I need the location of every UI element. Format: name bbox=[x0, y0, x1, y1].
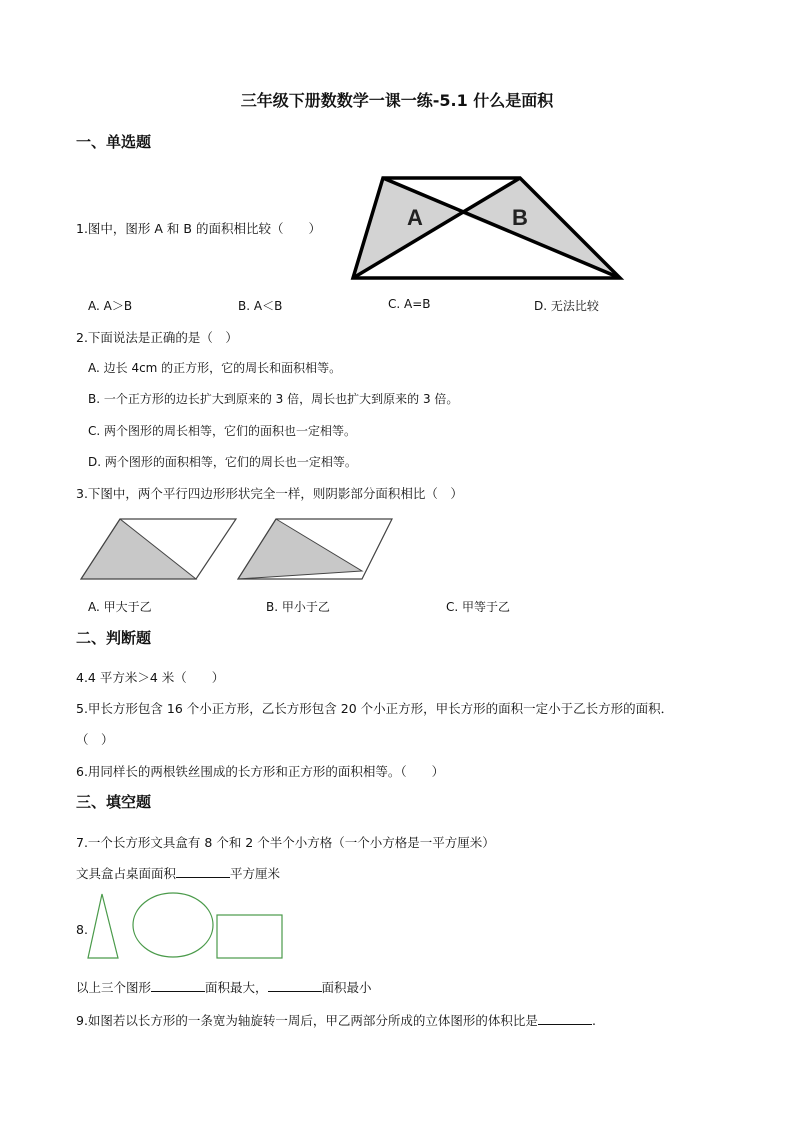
q7-suffix: 平方厘米 bbox=[230, 866, 281, 881]
section-heading-true-false: 二、判断题 bbox=[76, 629, 152, 647]
q8-part-c: 面积最小 bbox=[321, 980, 372, 995]
label-a: A bbox=[407, 205, 423, 230]
question-8-number: 8. bbox=[76, 922, 88, 937]
page-title: 三年级下册数数学一课一练-5.1 什么是面积 bbox=[240, 91, 554, 110]
triangle-shape bbox=[88, 894, 118, 958]
shape-b-region bbox=[462, 178, 620, 278]
q2-option-b[interactable]: B. 一个正方形的边长扩大到原来的 3 倍，周长也扩大到原来的 3 倍。 bbox=[88, 392, 459, 406]
question-5-answer-paren[interactable]: （ ） bbox=[76, 732, 114, 747]
question-9-text bbox=[76, 1011, 596, 1029]
question-7-line2 bbox=[76, 864, 280, 882]
question-3-text: 3.下图中，两个平行四边形形状完全一样，则阴影部分面积相比（ ） bbox=[76, 486, 463, 501]
q3-option-c[interactable]: C. 甲等于乙 bbox=[446, 600, 511, 614]
rectangle-shape bbox=[217, 915, 282, 958]
q8-blank-smallest[interactable] bbox=[268, 979, 322, 992]
section-heading-single-choice: 一、单选题 bbox=[76, 133, 152, 151]
q7-answer-blank[interactable] bbox=[176, 865, 230, 878]
question-8-text bbox=[76, 978, 372, 996]
label-b: B bbox=[512, 205, 528, 230]
question-4-text: 4.4 平方米＞4 米（ ） bbox=[76, 670, 225, 685]
q8-part-b: 面积最大， bbox=[205, 980, 268, 995]
q2-option-c[interactable]: C. 两个图形的周长相等，它们的面积也一定相等。 bbox=[88, 424, 357, 438]
q9-end: . bbox=[591, 1013, 596, 1028]
q1-trapezoid-figure bbox=[350, 175, 625, 281]
parallelogram-left-shade bbox=[81, 519, 196, 579]
q2-option-d[interactable]: D. 两个图形的面积相等，它们的周长也一定相等。 bbox=[88, 455, 357, 469]
q8-part-a: 以上三个图形 bbox=[76, 980, 152, 995]
q8-blank-largest[interactable] bbox=[151, 979, 205, 992]
q3-option-a[interactable]: A. 甲大于乙 bbox=[88, 600, 152, 614]
question-5-text: 5.甲长方形包含 16 个小正方形，乙长方形包含 20 个小正方形，甲长方形的面积一定小于乙长方形的面积． bbox=[76, 701, 674, 716]
q9-body: 9.如图若以长方形的一条宽为轴旋转一周后，甲乙两部分所成的立体图形的体积比是 bbox=[76, 1013, 538, 1028]
q2-option-a[interactable]: A. 边长 4cm 的正方形，它的周长和面积相等。 bbox=[88, 361, 342, 375]
section-heading-fill-blank: 三、填空题 bbox=[76, 793, 152, 811]
question-7-text: 7.一个长方形文具盒有 8 个和 2 个半个小方格（一个小方格是一平方厘米） bbox=[76, 835, 495, 850]
q1-option-c[interactable]: C. A=B bbox=[388, 297, 431, 311]
q1-option-b[interactable]: B. A＜B bbox=[238, 299, 283, 313]
q1-option-d[interactable]: D. 无法比较 bbox=[534, 299, 599, 313]
ellipse-shape bbox=[133, 893, 213, 957]
q8-shapes-figure bbox=[86, 891, 286, 961]
question-1-text: 1.图中，图形 A 和 B 的面积相比较（ ） bbox=[76, 221, 321, 236]
q7-prefix: 文具盒占桌面面积 bbox=[76, 866, 177, 881]
q3-parallelograms-figure bbox=[78, 516, 398, 582]
q3-option-b[interactable]: B. 甲小于乙 bbox=[266, 600, 330, 614]
question-2-text: 2.下面说法是正确的是（ ） bbox=[76, 330, 238, 345]
q9-answer-blank[interactable] bbox=[538, 1012, 592, 1025]
q1-option-a[interactable]: A. A＞B bbox=[88, 299, 133, 313]
question-6-text: 6.用同样长的两根铁丝围成的长方形和正方形的面积相等。（ ） bbox=[76, 764, 445, 779]
